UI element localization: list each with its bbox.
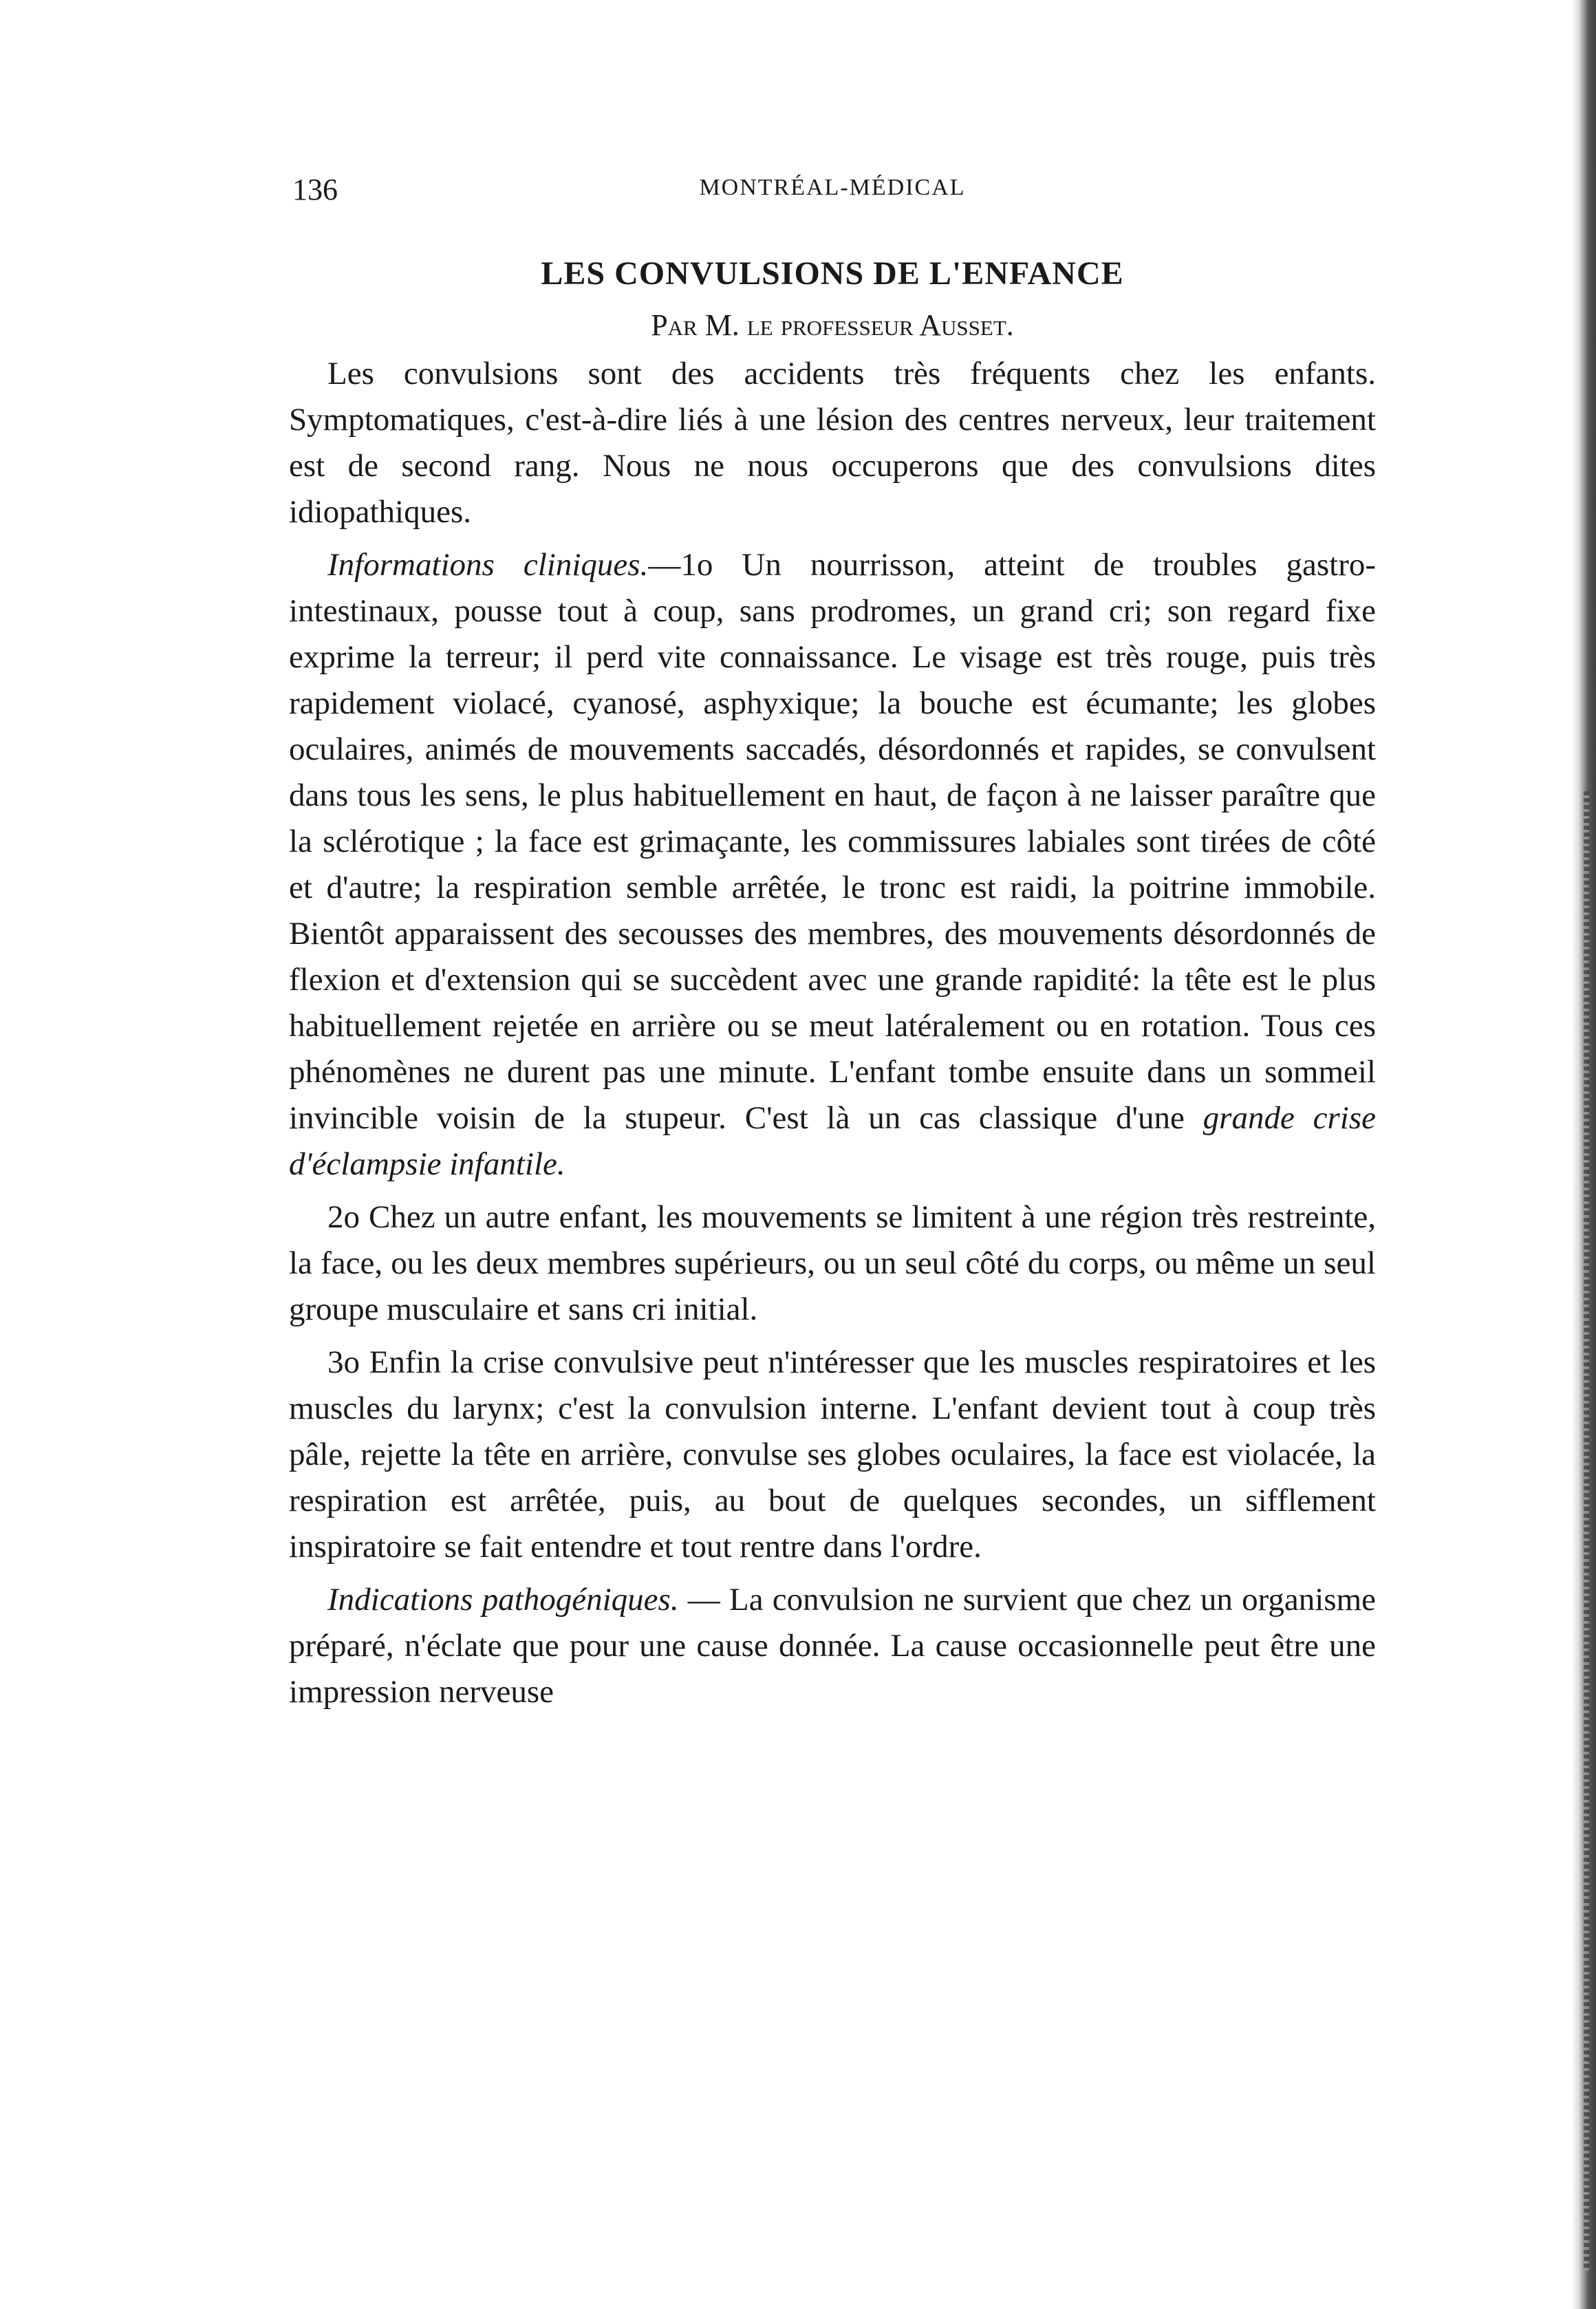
scan-edge-texture — [1584, 791, 1589, 2270]
journal-name: MONTRÉAL-MÉDICAL — [699, 175, 966, 200]
scan-edge-shadow — [1571, 0, 1596, 2309]
article — [289, 255, 1376, 1715]
section-lead-pathogenic: Indications pathogéniques. — [327, 1582, 679, 1618]
running-head — [292, 172, 1372, 213]
article-body — [289, 351, 1376, 1715]
paragraph-second-case-text: 2o Chez un autre enfant, les mouvements se limitent à une région très restreinte, la face, ou les deux membres supérieurs, ou un seul côté du corps, ou même un seul groupe musculaire et sans cri initial. — [289, 1199, 1376, 1327]
paragraph-pathogenic-text: — La convulsion ne survient que chez un organisme préparé, n'éclate que pour une cause donnée. La cause occasionnelle peut être une impression nerveuse — [289, 1582, 1376, 1710]
page-number: 136 — [292, 173, 338, 206]
paragraph-intro — [289, 351, 1376, 535]
paragraph-clinical-information — [289, 542, 1376, 1188]
paragraph-second-case — [289, 1194, 1376, 1333]
article-title: LES CONVULSIONS DE L'ENFANCE — [541, 255, 1124, 292]
paragraph-third-case-text: 3o Enfin la crise convulsive peut n'intéresser que les muscles respiratoires et les muscles du larynx; c'est la convulsion interne. L'enfant devient tout à coup très pâle, rejette la tête en arrière, convulse ses globes oculaires, la face est violacée, la respiration est arrêtée, puis, au bout de quelques secondes, un sifflement inspiratoire se fait entendre et tout rentre dans l'ordre. — [289, 1344, 1376, 1565]
section-lead-clinical: Informations cliniques. — [327, 547, 649, 583]
article-byline: Par M. le professeur Ausset. — [651, 308, 1014, 342]
paragraph-clinical-text: —1o Un nourrisson, atteint de troubles gastro-intestinaux, pousse tout à coup, sans prodromes, un grand cri; son regard fixe exprime la terreur; il perd vite connaissance. Le visage est très rouge, puis très rapidement violacé, cyanosé, asphyxique; la bouche est écumante; les globes oculaires, animés de mouvements saccadés, désordonnés et rapides, se convulsent dans tous les sens, le plus habituellement en haut, de façon à ne laisser paraître que la sclérotique ; la face est grimaçante, les commissures labiales sont tirées de côté et d'autre; la respiration semble arrêtée, le tronc est raidi, la poitrine immobile. Bientôt apparaissent des secousses des membres, des mouvements désordonnés de flexion et d'extension qui se succèdent avec une grande rapidité: la tête est le plus habituellement rejetée en arrière ou se meut latéralement ou en rotation. Tous ces phénomènes ne durent pas une minute. L'enfant tombe ensuite dans un sommeil invincible voisin de la stupeur. C'est là un cas classique d'une — [289, 547, 1376, 1136]
paragraph-intro-text: Les convulsions sont des accidents très fréquents chez les enfants. Symptomatiques, c'est-à-dire liés à une lésion des centres nerveux, leur traitement est de second rang. Nous ne nous occuperons que des convulsions dites idiopathiques. — [289, 356, 1376, 530]
paragraph-third-case — [289, 1340, 1376, 1570]
paragraph-clinical-italic-tail: grande crise d'éclampsie infantile. — [289, 1100, 1376, 1182]
paragraph-pathogenic-indications — [289, 1577, 1376, 1715]
